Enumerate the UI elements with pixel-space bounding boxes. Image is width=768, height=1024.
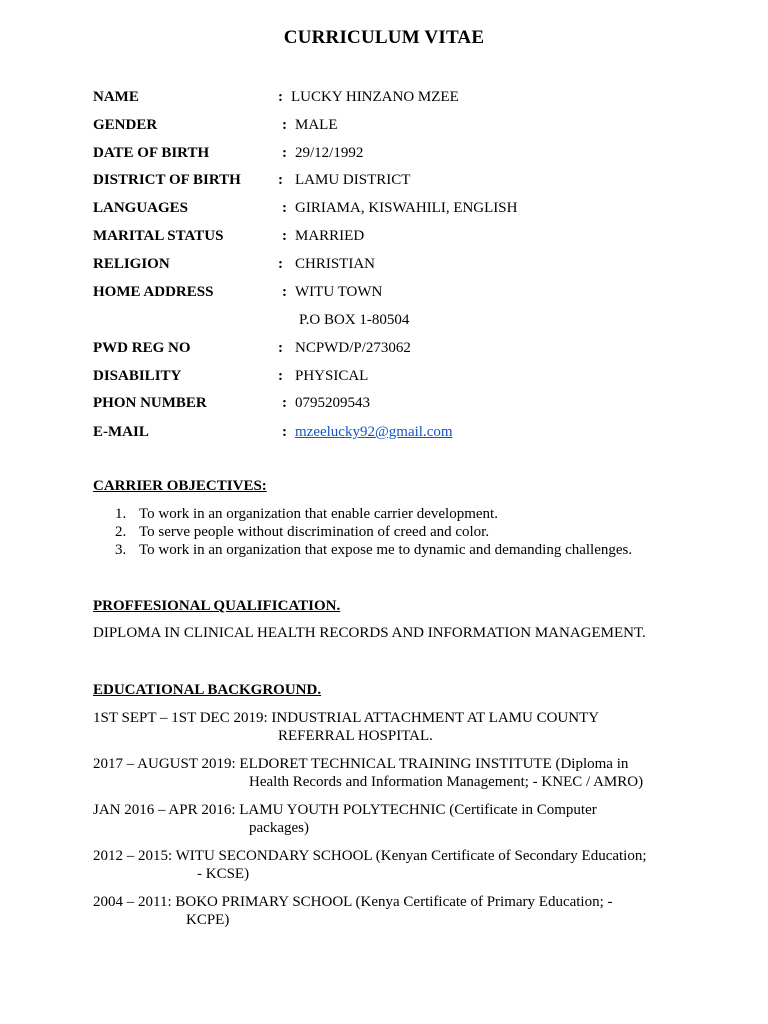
section-heading-education: EDUCATIONAL BACKGROUND.	[93, 682, 322, 698]
list-item	[115, 542, 632, 559]
list-text: To work in an organization that enable carrier development.	[139, 506, 498, 522]
section-heading-qualification: PROFFESIONAL QUALIFICATION.	[93, 598, 341, 614]
detail-label: RELIGION	[93, 256, 170, 272]
colon: :	[278, 89, 283, 105]
colon: :	[278, 172, 283, 188]
detail-value: GIRIAMA, KISWAHILI, ENGLISH	[295, 200, 518, 216]
education-line: 2004 – 2011: BOKO PRIMARY SCHOOL (Kenya Certificate of Primary Education; -	[93, 894, 613, 910]
detail-label: PHON NUMBER	[93, 395, 207, 411]
colon: :	[282, 117, 287, 133]
education-entry	[93, 801, 597, 837]
detail-value: LUCKY HINZANO MZEE	[291, 89, 459, 105]
colon: :	[278, 340, 283, 356]
section-heading-objectives: CARRIER OBJECTIVES:	[93, 478, 267, 494]
detail-label: GENDER	[93, 117, 158, 133]
education-entry	[93, 893, 613, 929]
education-line-continued: - KCSE)	[197, 866, 250, 882]
detail-label: PWD REG NO	[93, 340, 191, 356]
list-text: To serve people without discrimination of creed and color.	[139, 524, 490, 540]
education-entry	[93, 847, 647, 883]
education-line: 1ST SEPT – 1ST DEC 2019: INDUSTRIAL ATTACHMENT AT LAMU COUNTY	[93, 710, 600, 726]
education-line-continued: KCPE)	[186, 912, 230, 928]
document-title: CURRICULUM VITAE	[283, 27, 485, 48]
detail-label: E-MAIL	[93, 424, 149, 440]
detail-value: MALE	[295, 117, 338, 133]
detail-value: 0795209543	[295, 395, 370, 411]
detail-label: DISABILITY	[93, 368, 182, 384]
education-line: 2012 – 2015: WITU SECONDARY SCHOOL (Kenyan Certificate of Secondary Education;	[93, 848, 647, 864]
colon: :	[278, 368, 283, 384]
list-item	[115, 506, 498, 523]
colon: :	[282, 200, 287, 216]
list-number: 2.	[115, 524, 127, 540]
qualification-text: DIPLOMA IN CLINICAL HEALTH RECORDS AND INFORMATION MANAGEMENT.	[93, 625, 646, 641]
detail-value: CHRISTIAN	[295, 256, 376, 272]
detail-label: HOME ADDRESS	[93, 284, 214, 300]
education-line-continued: packages)	[249, 820, 309, 836]
list-number: 1.	[115, 506, 127, 522]
detail-value: NCPWD/P/273062	[295, 340, 411, 356]
detail-value: PHYSICAL	[295, 368, 369, 384]
colon: :	[282, 424, 287, 440]
detail-value: LAMU DISTRICT	[295, 172, 411, 188]
detail-label: NAME	[93, 89, 139, 105]
education-entry	[93, 709, 599, 745]
colon: :	[282, 284, 287, 300]
detail-label: DISTRICT OF BIRTH	[93, 172, 241, 188]
colon: :	[278, 256, 283, 272]
email-link[interactable]: mzeelucky92@gmail.com	[295, 424, 453, 440]
education-line-continued: Health Records and Information Management; - KNEC / AMRO)	[249, 774, 644, 790]
colon: :	[282, 395, 287, 411]
detail-label: MARITAL STATUS	[93, 228, 224, 244]
detail-value: P.O BOX 1-80504	[299, 312, 410, 328]
colon: :	[282, 145, 287, 161]
detail-label: DATE OF BIRTH	[93, 145, 210, 161]
list-number: 3.	[115, 542, 127, 558]
list-text: To work in an organization that expose me to dynamic and demanding challenges.	[139, 542, 633, 558]
education-line: JAN 2016 – APR 2016: LAMU YOUTH POLYTECHNIC (Certificate in Computer	[93, 802, 597, 818]
detail-value: WITU TOWN	[295, 284, 383, 300]
education-line-continued: REFERRAL HOSPITAL.	[278, 728, 433, 744]
detail-value: 29/12/1992	[295, 145, 364, 161]
list-item	[115, 524, 489, 541]
detail-value: MARRIED	[295, 228, 365, 244]
education-line: 2017 – AUGUST 2019: ELDORET TECHNICAL TRAINING INSTITUTE (Diploma in	[93, 756, 629, 772]
colon: :	[282, 228, 287, 244]
detail-label: LANGUAGES	[93, 200, 189, 216]
education-entry	[93, 755, 643, 791]
